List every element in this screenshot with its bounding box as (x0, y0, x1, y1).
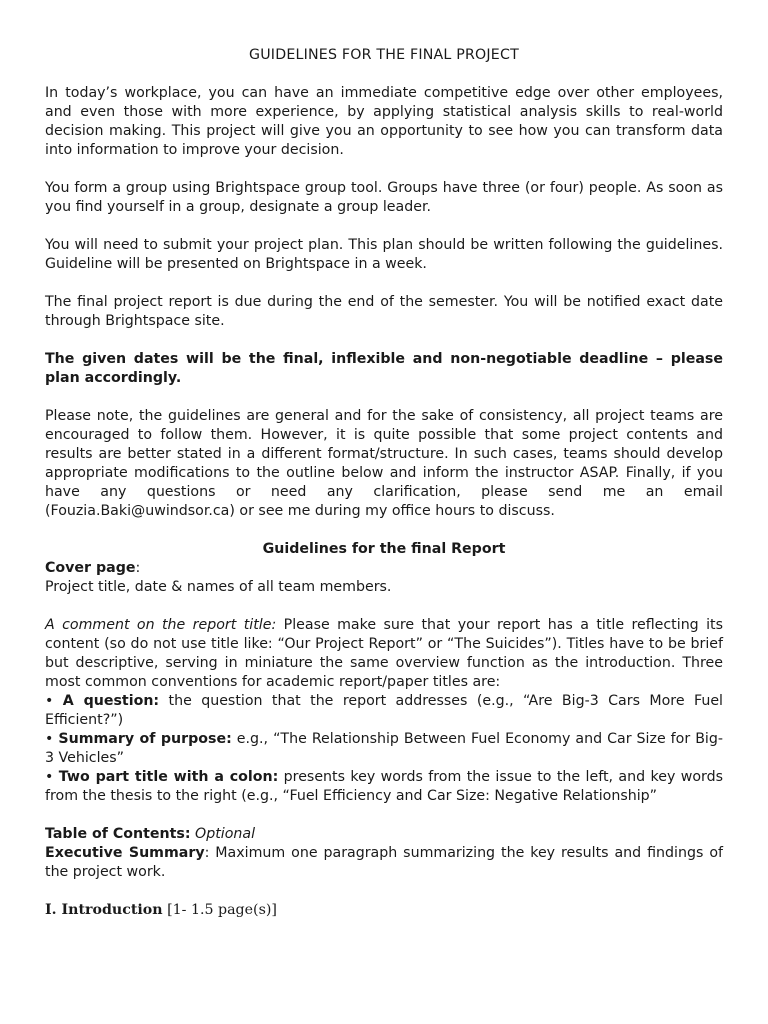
intro-paragraph: In today’s workplace, you can have an immediate competitive edge over other employees, and even those with more experience, by applying statistical analysis skills to real-world decision making. This project will give you an opportunity to see how you can transform data into information to improve your decision. (45, 85, 723, 158)
bullet-label: A question: (62, 693, 160, 709)
bullet-marker: • (45, 731, 54, 747)
cover-page-heading (45, 559, 723, 578)
report-due-paragraph: The final project report is due during the end of the semester. You will be notified exact date through Brightspace site. (45, 294, 723, 329)
cover-page-colon: : (135, 560, 141, 576)
list-item (45, 730, 723, 768)
toc-label: Table of Contents: (45, 826, 191, 842)
exec-summary-text: : Maximum one paragraph summarizing the key results and findings of the project work. (45, 845, 723, 880)
introduction-length: [1- 1.5 page(s)] (162, 902, 277, 918)
bullet-label: Summary of purpose: (58, 731, 232, 747)
deadline-notice: The given dates will be the final, inflexible and non-negotiable deadline – please plan accordingly. (45, 351, 723, 386)
executive-summary-paragraph (45, 844, 723, 882)
exec-summary-label: Executive Summary (45, 845, 205, 861)
bullet-text: the question that the report addresses (e.g., “Are Big-3 Cars More Fuel Efficient?”) (45, 693, 723, 728)
document-title: GUIDELINES FOR THE FINAL PROJECT (249, 47, 519, 63)
bullet-text: presents key words from the issue to the left, and key words from the thesis to the right (e.g., “Fuel Efficiency and Car Size: Negative Relationship” (45, 769, 724, 804)
bullet-marker: • (45, 769, 54, 785)
title-comment-text: Please make sure that your report has a title reflecting its content (so do not use title like: “Our Project Report” or “The Suicides”). Titles have to be brief but descriptive, serving in miniature the same overview function as the introduction. Three most common conventions for academic report/paper titles are: (45, 617, 723, 690)
cover-page-label: Cover page (45, 560, 136, 576)
report-guidelines-heading: Guidelines for the final Report (262, 541, 506, 557)
introduction-label: I. Introduction (45, 902, 163, 918)
title-comment-lead: A comment on the report title: (45, 617, 277, 633)
title-comment-paragraph (45, 616, 723, 692)
note-paragraph: Please note, the guidelines are general and for the sake of consistency, all project teams are encouraged to follow them. However, it is quite possible that some project contents and results are better stated in a different format/structure. In such cases, teams should develop appropriate modifications to the outline below and inform the instructor ASAP. Finally, if you have any questions or need any clarification, please send me an email (Fouzia.Baki@uwindsor.ca) or see me during my office hours to discuss. (45, 408, 723, 519)
document-page (45, 46, 723, 920)
introduction-heading (45, 901, 723, 920)
bullet-marker: • (45, 693, 54, 709)
bullet-text: e.g., “The Relationship Between Fuel Economy and Car Size for Big-3 Vehicles” (45, 731, 723, 766)
list-item (45, 692, 723, 730)
list-item (45, 768, 723, 806)
table-of-contents-line (45, 825, 723, 844)
group-paragraph: You form a group using Brightspace group tool. Groups have three (or four) people. As soon as you find yourself in a group, designate a group leader. (45, 180, 723, 215)
cover-page-text: Project title, date & names of all team members. (45, 579, 392, 595)
toc-value: Optional (195, 826, 256, 842)
project-plan-paragraph: You will need to submit your project plan. This plan should be written following the guidelines. Guideline will be presented on Brightspace in a week. (45, 237, 723, 272)
bullet-label: Two part title with a colon: (58, 769, 279, 785)
